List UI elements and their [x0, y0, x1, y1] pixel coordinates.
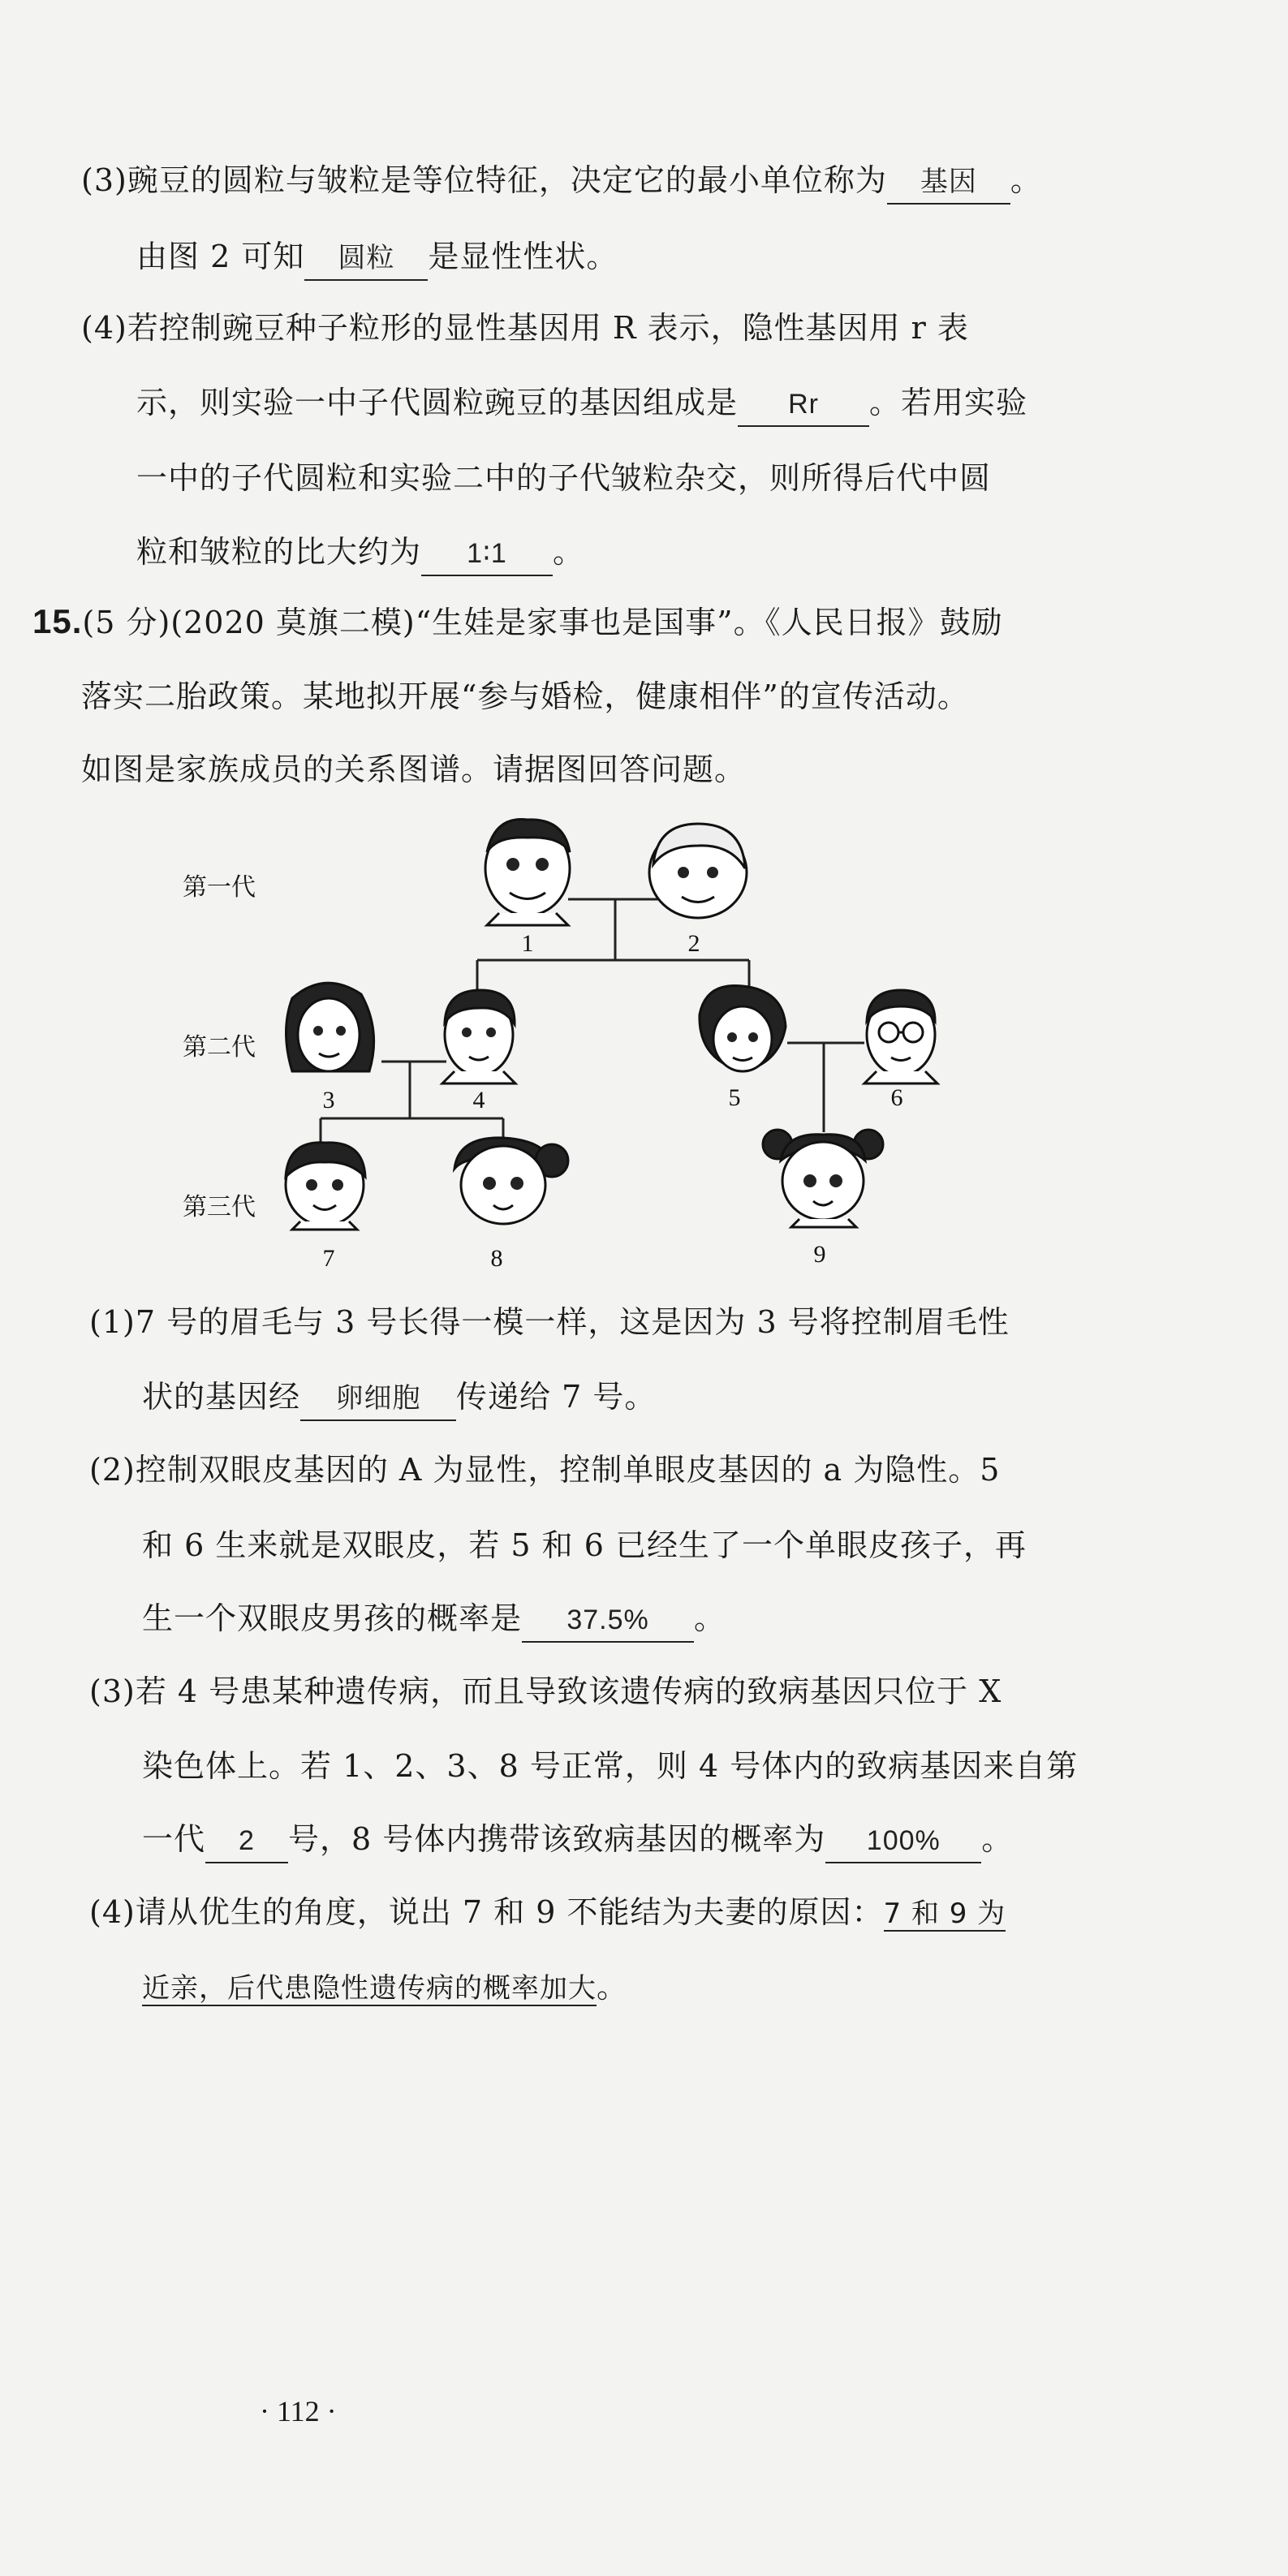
text: 是显性性状。	[428, 239, 618, 274]
text: 如图是家族成员的关系图谱。请据图回答问题。	[81, 752, 747, 787]
answer-blank: 基因	[887, 161, 1010, 205]
answer-blank: 100%	[825, 1820, 981, 1863]
person-1-portrait	[485, 820, 570, 926]
q15-part4-line2	[142, 1966, 628, 2010]
text: 。	[597, 1969, 629, 2005]
text: 传递给 7 号。	[456, 1379, 657, 1415]
member-number-1: 1	[521, 930, 534, 957]
text: 状的基因经	[142, 1379, 301, 1415]
answer-blank: 卵细胞	[300, 1377, 456, 1421]
person-3-portrait	[286, 983, 374, 1071]
text: (5 分)(2020 莫旗二模)“生娃是家事也是国事”。《人民日报》鼓励	[82, 605, 1003, 640]
q15-part3-line2	[142, 1745, 1078, 1787]
q15-intro-line1	[32, 601, 1003, 644]
text: (1)7 号的眉毛与 3 号长得一模一样，这是因为 3 号将控制眉毛性	[89, 1304, 1010, 1340]
text: 落实二胎政策。某地拟开展“参与婚检，健康相伴”的宣传活动。	[81, 678, 969, 714]
person-6-portrait	[864, 990, 937, 1083]
q15-intro-line3	[81, 748, 746, 790]
answer-blank: 2	[205, 1820, 288, 1863]
q15-part2-line1	[89, 1449, 1000, 1491]
page-number: · 112 ·	[260, 2395, 337, 2427]
answer-handwritten: 7 和 9 为	[883, 1898, 1006, 1930]
person-8-portrait	[454, 1138, 568, 1224]
pedigree-lines	[321, 899, 864, 1144]
q14-part4-line3	[136, 457, 991, 499]
q15-part3-line1	[89, 1670, 1002, 1712]
text: 染色体上。若 1、2、3、8 号正常，则 4 号体内的致病基因来自第	[142, 1748, 1079, 1784]
text: 生一个双眼皮男孩的概率是	[142, 1600, 523, 1636]
person-7-portrait	[286, 1143, 365, 1230]
person-9-portrait	[763, 1130, 883, 1227]
answer-handwritten: 近亲，后代患隐性遗传病的概率加大	[142, 1972, 597, 2005]
text: (4)若控制豌豆种子粒形的显性基因用 R 表示，隐性基因用 r 表	[81, 310, 969, 346]
q14-part3-line1	[81, 159, 1042, 205]
text: 示，则实验一中子代圆粒豌豆的基因组成是	[136, 385, 739, 420]
q15-part1-line2	[142, 1376, 656, 1421]
text: 。	[1010, 162, 1042, 198]
q15-part3-line3	[142, 1818, 1013, 1863]
question-number: 15.	[32, 602, 83, 640]
text: 。若用实验	[869, 385, 1028, 420]
text: (2)控制双眼皮基因的 A 为显性，控制单眼皮基因的 a 为隐性。5	[89, 1452, 1001, 1488]
q14-part3-line2	[136, 235, 618, 281]
text: (3)若 4 号患某种遗传病，而且导致该遗传病的致病基因只位于 X	[89, 1674, 1002, 1709]
person-4-portrait	[442, 990, 515, 1083]
text: 粒和皱粒的比大约为	[136, 534, 422, 570]
q15-intro-line2	[81, 675, 969, 717]
text: 号，8 号体内携带该致病基因的概率为	[288, 1821, 826, 1857]
person-5-portrait	[700, 985, 786, 1071]
q15-part4-line1	[89, 1891, 1006, 1935]
text: 一代	[142, 1821, 206, 1857]
text: 。	[981, 1821, 1014, 1857]
generation-label-1: 第一代	[183, 873, 256, 902]
text: 由图 2 可知	[136, 239, 305, 274]
member-number-6: 6	[890, 1084, 903, 1111]
member-number-5: 5	[728, 1084, 741, 1111]
q15-part2-line3	[142, 1597, 726, 1643]
q15-part2-line2	[142, 1524, 1027, 1566]
member-number-3: 3	[322, 1087, 335, 1114]
text: (3)豌豆的圆粒与皱粒是等位特征，决定它的最小单位称为	[81, 162, 887, 198]
member-number-9: 9	[813, 1241, 826, 1268]
generation-label-3: 第三代	[183, 1193, 256, 1221]
member-number-7: 7	[322, 1245, 335, 1272]
q14-part4-line2	[136, 381, 1027, 427]
generation-label-2: 第二代	[183, 1033, 256, 1062]
text: (4)请从优生的角度，说出 7 和 9 不能结为夫妻的原因：	[89, 1894, 884, 1930]
text: 。	[694, 1600, 726, 1636]
q14-part4-line1	[81, 307, 969, 349]
text: 和 6 生来就是双眼皮，若 5 和 6 已经生了一个单眼皮孩子，再	[142, 1527, 1027, 1563]
text: 一中的子代圆粒和实验二中的子代皱粒杂交，则所得后代中圆	[136, 460, 992, 496]
person-2-portrait	[649, 824, 747, 918]
q14-part4-line4	[136, 531, 584, 576]
member-number-8: 8	[490, 1245, 503, 1272]
answer-blank: 1∶1	[421, 532, 553, 576]
member-number-2: 2	[687, 930, 700, 957]
answer-blank: 37.5%	[522, 1599, 694, 1643]
member-number-4: 4	[472, 1087, 485, 1114]
q15-part1-line1	[89, 1301, 1010, 1343]
answer-blank: Rr	[738, 383, 869, 427]
text: 。	[553, 534, 585, 570]
answer-blank: 圆粒	[304, 237, 428, 281]
